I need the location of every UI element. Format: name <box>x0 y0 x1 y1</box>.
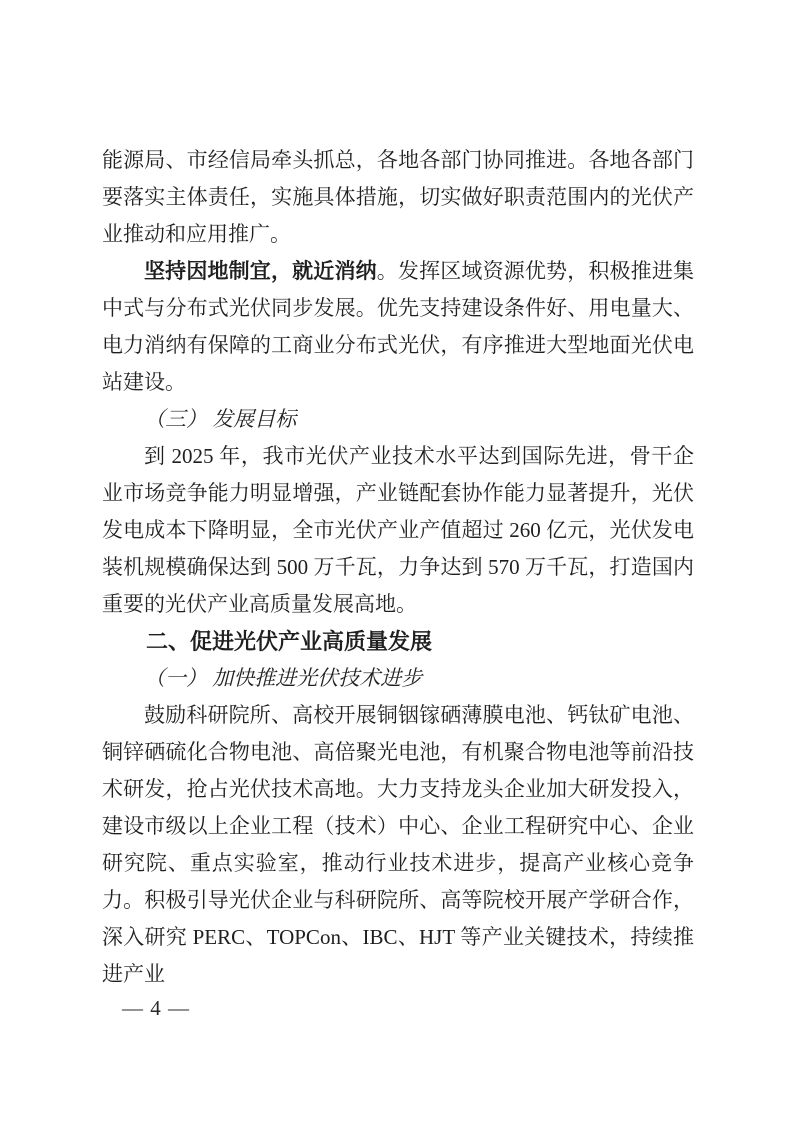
text-segment-normal: （一） 加快推进光伏技术进步 <box>144 666 423 690</box>
text-segment-normal: 到 2025 年，我市光伏产业技术水平达到国际先进，骨干企业市场竞争能力明显增强，产业链配套协作能力显著提升，光伏发电成本下降明显，全市光伏产业产值超过 260 亿元，光伏发电装机规模确保达到 500 万千瓦，力争达到 570 万千瓦，打造国内重要的光伏产业高质量发展高地。 <box>102 444 694 616</box>
heading-section-two-promote-pv-industry <box>102 623 694 660</box>
page-number: — 4 — <box>122 996 190 1020</box>
text-segment-normal: 二、促进光伏产业高质量发展 <box>146 629 433 654</box>
text-segment-normal: 。发挥区域资源优势，积极推进集中式与分布式光伏同步发展。优先支持建设条件好、用电量大、电力消纳有保障的工商业分布式光伏，有序推进大型地面光伏电站建设。 <box>102 259 695 394</box>
text-segment-normal: （三） 发展目标 <box>144 407 297 431</box>
text-segment-normal: 能源局、市经信局牵头抓总，各地各部门协同推进。各地各部门要落实主体责任，实施具体措施，切实做好职责范围内的光伏产业推动和应用推广。 <box>102 148 694 246</box>
heading-development-goals <box>102 401 694 438</box>
text-segment-normal: 鼓励科研院所、高校开展铜铟镓硒薄膜电池、钙钛矿电池、铜锌硒硫化合物电池、高倍聚光电池，有机聚合物电池等前沿技术研发，抢占光伏技术高地。大力支持龙头企业加大研发投入，建设市级以上企业工程（技术）中心、企业工程研究中心、企业研究院、重点实验室，推动行业技术进步，提高产业核心竞争力。积极引导光伏企业与科研院所、高等院校开展产学研合作，深入研究 PERC、TOPCon、IBC、HJT 等产业关键技术，持续推进产业 <box>102 703 694 986</box>
text-segment-bold: 坚持因地制宜，就近消纳 <box>144 259 377 283</box>
paragraph-technology-research <box>102 697 694 993</box>
paragraph-responsibility-continuation <box>102 142 694 253</box>
paragraph-adapt-to-local-conditions <box>102 253 694 401</box>
paragraph-2025-targets <box>102 438 694 623</box>
heading-subsection-one-accelerate-pv-technology <box>102 660 694 697</box>
document-body <box>102 142 694 993</box>
